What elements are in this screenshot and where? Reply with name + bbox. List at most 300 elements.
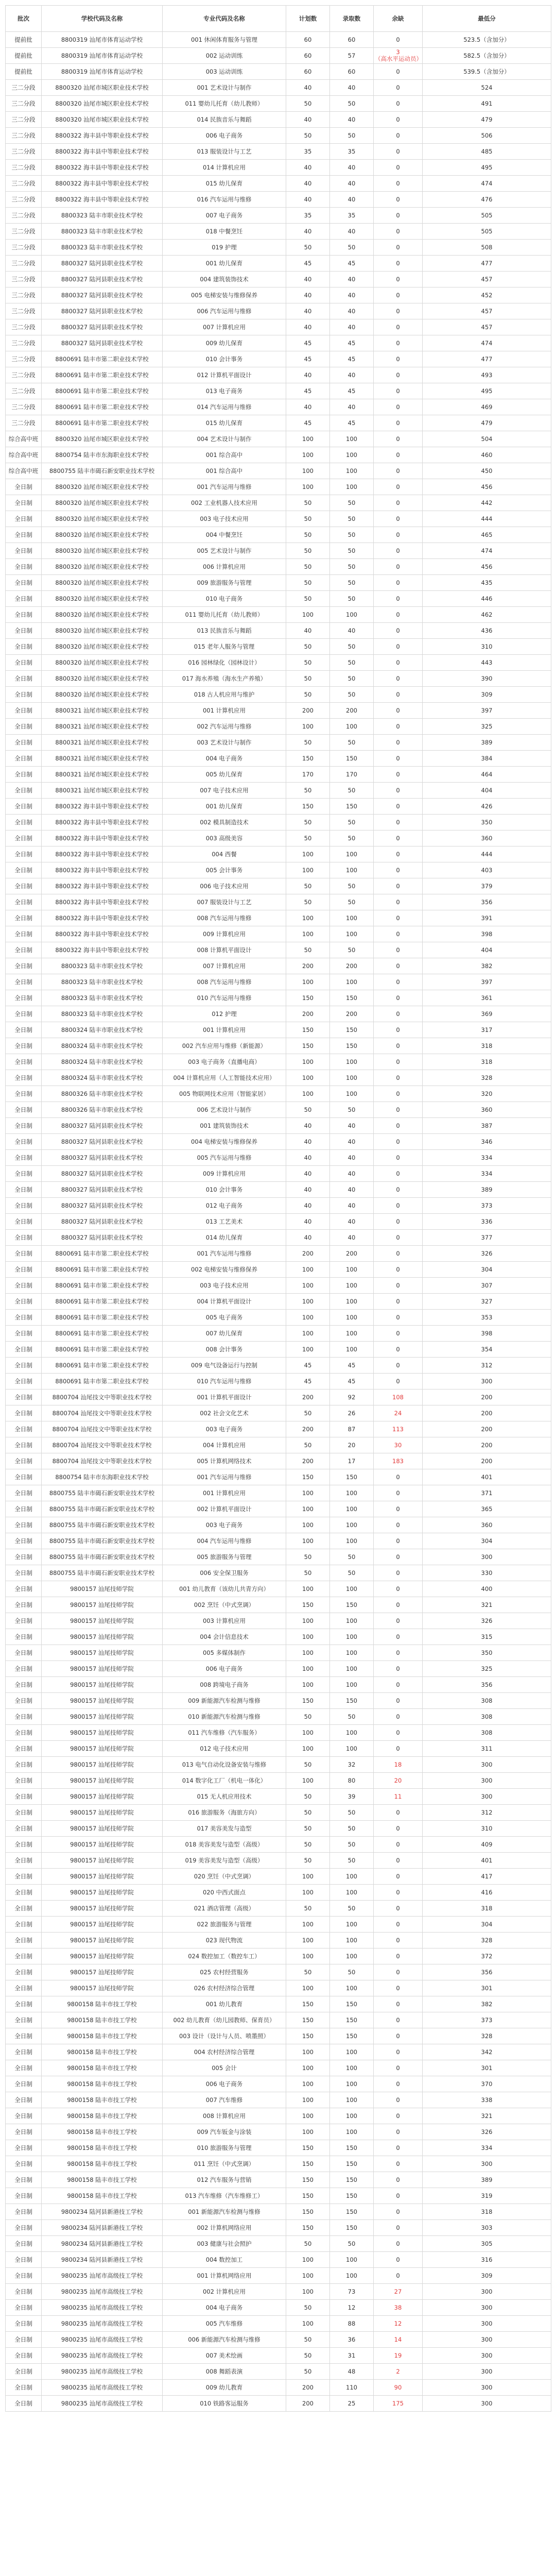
cell-vacancy: 0 [374, 1597, 423, 1613]
cell-vacancy: 0 [374, 527, 423, 543]
cell-vacancy: 0 [374, 2236, 423, 2252]
cell-admitted: 40 [330, 1230, 374, 1246]
cell-vacancy: 0 [374, 639, 423, 655]
cell-admitted: 40 [330, 112, 374, 128]
cell-major: 013 电子商务 [163, 383, 286, 399]
cell-major: 001 幼儿保育 [163, 799, 286, 815]
cell-plan: 100 [286, 1773, 330, 1789]
table-row [6, 1246, 551, 1262]
cell-batch: 全日制 [6, 2204, 42, 2220]
table-row [6, 2092, 551, 2108]
cell-major: 004 计算机平面设计 [163, 1294, 286, 1310]
cell-batch: 全日制 [6, 1485, 42, 1501]
cell-major: 023 现代物流 [163, 1933, 286, 1948]
cell-batch: 全日制 [6, 1262, 42, 1278]
cell-batch: 全日制 [6, 1853, 42, 1869]
cell-plan: 100 [286, 1613, 330, 1629]
table-row [6, 2220, 551, 2236]
cell-vacancy: 0 [374, 1645, 423, 1661]
table-row [6, 878, 551, 894]
cell-vacancy: 0 [374, 1501, 423, 1517]
cell-major: 006 新能源汽车检测与维修 [163, 2332, 286, 2348]
cell-batch: 全日制 [6, 1821, 42, 1837]
table-row [6, 351, 551, 367]
cell-school: 8800754 陆丰市东海职业技术学校 [42, 1469, 163, 1485]
cell-admitted: 88 [330, 2316, 374, 2332]
cell-vacancy: 0 [374, 671, 423, 687]
cell-min-score: 409 [423, 1837, 551, 1853]
cell-plan: 40 [286, 367, 330, 383]
table-row [6, 2236, 551, 2252]
table-row [6, 2044, 551, 2060]
cell-batch: 全日制 [6, 751, 42, 767]
cell-batch: 全日制 [6, 1725, 42, 1741]
cell-min-score: 397 [423, 974, 551, 990]
cell-batch: 全日制 [6, 1198, 42, 1214]
table-row [6, 751, 551, 767]
table-row [6, 974, 551, 990]
cell-admitted: 150 [330, 1022, 374, 1038]
table-row [6, 2364, 551, 2380]
cell-admitted: 100 [330, 2124, 374, 2140]
cell-vacancy: 18 [374, 1757, 423, 1773]
cell-vacancy: 0 [374, 367, 423, 383]
cell-admitted: 40 [330, 1166, 374, 1182]
cell-vacancy: 0 [374, 990, 423, 1006]
cell-vacancy: 0 [374, 1278, 423, 1294]
cell-batch: 全日制 [6, 974, 42, 990]
cell-major: 007 服装设计与工艺 [163, 894, 286, 910]
cell-plan: 100 [286, 1517, 330, 1533]
cell-major: 008 舞蹈表演 [163, 2364, 286, 2380]
table-row [6, 1565, 551, 1581]
cell-plan: 100 [286, 1885, 330, 1901]
cell-plan: 50 [286, 495, 330, 511]
cell-vacancy: 0 [374, 1517, 423, 1533]
cell-vacancy: 0 [374, 703, 423, 719]
cell-plan: 50 [286, 815, 330, 831]
cell-vacancy: 0 [374, 1294, 423, 1310]
cell-plan: 100 [286, 1086, 330, 1102]
cell-batch: 全日制 [6, 495, 42, 511]
table-row [6, 1230, 551, 1246]
cell-batch: 全日制 [6, 1166, 42, 1182]
cell-batch: 全日制 [6, 1453, 42, 1469]
cell-min-score: 310 [423, 1821, 551, 1837]
table-row [6, 2332, 551, 2348]
cell-plan: 50 [286, 1805, 330, 1821]
cell-vacancy: 0 [374, 2092, 423, 2108]
cell-vacancy: 0 [374, 1661, 423, 1677]
cell-admitted: 50 [330, 1549, 374, 1565]
cell-admitted: 45 [330, 351, 374, 367]
cell-admitted: 50 [330, 639, 374, 655]
cell-school: 8800327 陆河县职业技术学校 [42, 303, 163, 319]
cell-school: 8800327 陆河县职业技术学校 [42, 1230, 163, 1246]
cell-batch: 全日制 [6, 1549, 42, 1565]
table-row [6, 639, 551, 655]
cell-min-score: 200 [423, 1437, 551, 1453]
cell-school: 9800158 陆丰市技工学校 [42, 2092, 163, 2108]
cell-major: 004 会计信息技术 [163, 1629, 286, 1645]
cell-batch: 三二分段 [6, 176, 42, 192]
cell-major: 002 电梯安装与维修保养 [163, 1262, 286, 1278]
cell-admitted: 40 [330, 287, 374, 303]
cell-batch: 全日制 [6, 958, 42, 974]
cell-plan: 100 [286, 1869, 330, 1885]
cell-major: 010 汽车运用与维修 [163, 990, 286, 1006]
cell-batch: 全日制 [6, 719, 42, 735]
cell-vacancy: 0 [374, 1006, 423, 1022]
cell-school: 9800157 汕尾技师学院 [42, 1980, 163, 1996]
header-plan: 计划数 [286, 6, 330, 32]
cell-batch: 全日制 [6, 671, 42, 687]
table-row [6, 511, 551, 527]
table-row [6, 623, 551, 639]
cell-school: 8800320 汕尾市城区职业技术学校 [42, 639, 163, 655]
cell-min-score: 504 [423, 431, 551, 447]
table-row [6, 1581, 551, 1597]
cell-school: 9800158 陆丰市技工学校 [42, 2076, 163, 2092]
cell-admitted: 100 [330, 479, 374, 495]
cell-admitted: 32 [330, 1757, 374, 1773]
cell-vacancy: 0 [374, 1677, 423, 1693]
cell-plan: 200 [286, 958, 330, 974]
cell-min-score: 312 [423, 1358, 551, 1374]
cell-batch: 全日制 [6, 1006, 42, 1022]
table-row [6, 671, 551, 687]
cell-batch: 全日制 [6, 2108, 42, 2124]
cell-plan: 50 [286, 942, 330, 958]
cell-batch: 全日制 [6, 591, 42, 607]
cell-min-score: 384 [423, 751, 551, 767]
cell-vacancy: 0 [374, 1629, 423, 1645]
cell-batch: 全日制 [6, 527, 42, 543]
cell-school: 9800234 陆河县新港技工学校 [42, 2252, 163, 2268]
cell-batch: 全日制 [6, 1565, 42, 1581]
table-row [6, 767, 551, 783]
cell-admitted: 100 [330, 1677, 374, 1693]
cell-vacancy: 24 [374, 1405, 423, 1421]
cell-plan: 60 [286, 64, 330, 80]
cell-major: 001 综合高中 [163, 447, 286, 463]
cell-vacancy: 0 [374, 751, 423, 767]
cell-min-score: 307 [423, 1278, 551, 1294]
cell-batch: 全日制 [6, 1757, 42, 1773]
table-row [6, 1501, 551, 1517]
cell-min-score: 462 [423, 607, 551, 623]
cell-plan: 50 [286, 1565, 330, 1581]
cell-admitted: 73 [330, 2284, 374, 2300]
cell-school: 8800319 汕尾市体育运动学校 [42, 48, 163, 64]
table-row [6, 1118, 551, 1134]
cell-min-score: 389 [423, 1182, 551, 1198]
cell-plan: 100 [286, 974, 330, 990]
cell-vacancy: 20 [374, 1773, 423, 1789]
cell-major: 010 汽车运用与维修 [163, 1374, 286, 1389]
cell-major: 005 电子商务 [163, 1310, 286, 1326]
cell-min-score: 456 [423, 479, 551, 495]
cell-min-score: 443 [423, 655, 551, 671]
cell-plan: 100 [286, 2076, 330, 2092]
cell-school: 9800157 汕尾技师学院 [42, 1933, 163, 1948]
cell-batch: 全日制 [6, 559, 42, 575]
cell-min-score: 401 [423, 1853, 551, 1869]
cell-admitted: 150 [330, 799, 374, 815]
cell-min-score: 474 [423, 335, 551, 351]
cell-min-score: 401 [423, 1469, 551, 1485]
cell-vacancy: 183 [374, 1453, 423, 1469]
table-row [6, 1885, 551, 1901]
cell-batch: 三二分段 [6, 128, 42, 144]
cell-admitted: 100 [330, 1980, 374, 1996]
table-row [6, 2348, 551, 2364]
cell-min-score: 317 [423, 1022, 551, 1038]
cell-admitted: 100 [330, 431, 374, 447]
cell-min-score: 334 [423, 1166, 551, 1182]
cell-vacancy: 0 [374, 1805, 423, 1821]
cell-major: 014 计算机应用 [163, 160, 286, 176]
cell-school: 8800321 汕尾市城区职业技术学校 [42, 735, 163, 751]
cell-plan: 45 [286, 1374, 330, 1389]
cell-admitted: 50 [330, 1805, 374, 1821]
table-row [6, 2380, 551, 2396]
cell-major: 025 农村经营服务 [163, 1964, 286, 1980]
cell-admitted: 40 [330, 224, 374, 240]
table-row [6, 1773, 551, 1789]
cell-batch: 全日制 [6, 1070, 42, 1086]
table-row [6, 926, 551, 942]
cell-admitted: 100 [330, 1917, 374, 1933]
cell-plan: 200 [286, 703, 330, 719]
cell-admitted: 50 [330, 655, 374, 671]
cell-major: 005 艺术设计与制作 [163, 543, 286, 559]
cell-batch: 全日制 [6, 1980, 42, 1996]
table-row [6, 2140, 551, 2156]
cell-school: 9800157 汕尾技师学院 [42, 1613, 163, 1629]
cell-plan: 100 [286, 1054, 330, 1070]
cell-school: 9800234 陆河县新港技工学校 [42, 2236, 163, 2252]
cell-major: 008 会计事务 [163, 1342, 286, 1358]
cell-plan: 100 [286, 1629, 330, 1645]
cell-plan: 45 [286, 335, 330, 351]
cell-vacancy: 0 [374, 1469, 423, 1485]
cell-vacancy: 0 [374, 1980, 423, 1996]
cell-batch: 三二分段 [6, 240, 42, 256]
cell-min-score: 200 [423, 1453, 551, 1469]
header-school: 学校代码及名称 [42, 6, 163, 32]
cell-admitted: 50 [330, 2236, 374, 2252]
table-row [6, 287, 551, 303]
cell-vacancy: 0 [374, 1933, 423, 1948]
cell-min-score: 318 [423, 1901, 551, 1917]
cell-min-score: 446 [423, 591, 551, 607]
cell-school: 9800158 陆丰市技工学校 [42, 2188, 163, 2204]
cell-plan: 50 [286, 2364, 330, 2380]
table-row [6, 1102, 551, 1118]
table-row [6, 479, 551, 495]
cell-plan: 100 [286, 1725, 330, 1741]
cell-min-score: 300 [423, 1789, 551, 1805]
cell-batch: 全日制 [6, 2220, 42, 2236]
cell-min-score: 523.5（含加分） [423, 32, 551, 48]
cell-admitted: 50 [330, 687, 374, 703]
cell-batch: 全日制 [6, 607, 42, 623]
cell-vacancy: 0 [374, 351, 423, 367]
cell-batch: 全日制 [6, 1517, 42, 1533]
table-row [6, 719, 551, 735]
cell-major: 004 计算机应用 [163, 1437, 286, 1453]
cell-school: 8800324 陆丰市职业技术学校 [42, 1054, 163, 1070]
cell-batch: 全日制 [6, 1837, 42, 1853]
cell-vacancy: 0 [374, 303, 423, 319]
table-row [6, 1278, 551, 1294]
cell-min-score: 444 [423, 511, 551, 527]
cell-vacancy: 0 [374, 1166, 423, 1182]
table-row [6, 32, 551, 48]
table-header [6, 6, 551, 32]
cell-vacancy: 0 [374, 2188, 423, 2204]
cell-major: 015 幼儿保育 [163, 176, 286, 192]
cell-school: 8800704 汕尾技文中等职业技术学校 [42, 1421, 163, 1437]
cell-major: 014 数字化工厂（机电一体化） [163, 1773, 286, 1789]
cell-vacancy: 0 [374, 1948, 423, 1964]
cell-admitted: 50 [330, 1837, 374, 1853]
cell-admitted: 26 [330, 1405, 374, 1421]
cell-admitted: 50 [330, 240, 374, 256]
cell-plan: 40 [286, 112, 330, 128]
cell-admitted: 50 [330, 591, 374, 607]
cell-major: 010 新能源汽车检测与维修 [163, 1709, 286, 1725]
cell-batch: 全日制 [6, 815, 42, 831]
cell-batch: 全日制 [6, 1437, 42, 1453]
cell-school: 8800704 汕尾技文中等职业技术学校 [42, 1437, 163, 1453]
cell-batch: 综合高中班 [6, 447, 42, 463]
cell-school: 8800326 陆丰市职业技术学校 [42, 1086, 163, 1102]
cell-batch: 全日制 [6, 1038, 42, 1054]
cell-admitted: 40 [330, 80, 374, 96]
cell-plan: 170 [286, 767, 330, 783]
table-row [6, 862, 551, 878]
cell-vacancy: 0 [374, 846, 423, 862]
cell-batch: 全日制 [6, 1326, 42, 1342]
cell-vacancy: 0 [374, 1581, 423, 1597]
cell-admitted: 100 [330, 1517, 374, 1533]
cell-school: 9800158 陆丰市技工学校 [42, 2156, 163, 2172]
table-row [6, 799, 551, 815]
cell-admitted: 150 [330, 1469, 374, 1485]
cell-plan: 100 [286, 1677, 330, 1693]
table-row [6, 1389, 551, 1405]
cell-vacancy: 0 [374, 735, 423, 751]
cell-min-score: 309 [423, 2268, 551, 2284]
cell-school: 8800691 陆丰市第二职业技术学校 [42, 1326, 163, 1342]
cell-major: 001 计算机应用 [163, 703, 286, 719]
cell-school: 9800235 汕尾市高级技工学校 [42, 2348, 163, 2364]
cell-major: 005 幼儿保育 [163, 767, 286, 783]
cell-min-score: 469 [423, 399, 551, 415]
cell-admitted: 100 [330, 1948, 374, 1964]
table-row [6, 607, 551, 623]
cell-plan: 50 [286, 671, 330, 687]
cell-admitted: 36 [330, 2332, 374, 2348]
cell-plan: 50 [286, 1901, 330, 1917]
cell-vacancy: 0 [374, 926, 423, 942]
cell-plan: 40 [286, 1230, 330, 1246]
cell-school: 8800322 海丰县中等职业技术学校 [42, 894, 163, 910]
cell-admitted: 100 [330, 862, 374, 878]
cell-min-score: 200 [423, 1405, 551, 1421]
cell-plan: 50 [286, 128, 330, 144]
cell-batch: 三二分段 [6, 272, 42, 287]
cell-school: 8800324 陆丰市职业技术学校 [42, 1038, 163, 1054]
table-row [6, 1964, 551, 1980]
table-row [6, 1086, 551, 1102]
cell-major: 004 汽车运用与维修 [163, 1533, 286, 1549]
cell-plan: 45 [286, 351, 330, 367]
cell-plan: 50 [286, 783, 330, 799]
table-row [6, 383, 551, 399]
cell-plan: 150 [286, 1022, 330, 1038]
cell-batch: 三二分段 [6, 144, 42, 160]
cell-batch: 三二分段 [6, 80, 42, 96]
table-row [6, 256, 551, 272]
cell-vacancy: 0 [374, 1230, 423, 1246]
cell-min-score: 336 [423, 1214, 551, 1230]
cell-min-score: 508 [423, 240, 551, 256]
cell-vacancy: 0 [374, 383, 423, 399]
cell-plan: 60 [286, 32, 330, 48]
table-row [6, 2124, 551, 2140]
table-row [6, 1933, 551, 1948]
cell-batch: 全日制 [6, 910, 42, 926]
cell-admitted: 100 [330, 719, 374, 735]
table-row [6, 1453, 551, 1469]
cell-major: 007 计算机应用 [163, 319, 286, 335]
table-row [6, 2252, 551, 2268]
cell-min-score: 369 [423, 1006, 551, 1022]
cell-min-score: 200 [423, 1421, 551, 1437]
cell-plan: 40 [286, 1166, 330, 1182]
cell-school: 8800755 陆丰市碣石新安职业技术学校 [42, 1517, 163, 1533]
cell-admitted: 100 [330, 463, 374, 479]
cell-school: 8800326 陆丰市职业技术学校 [42, 1102, 163, 1118]
cell-min-score: 456 [423, 559, 551, 575]
table-row [6, 1901, 551, 1917]
header-major: 专业代码及名称 [163, 6, 286, 32]
cell-batch: 全日制 [6, 1214, 42, 1230]
cell-plan: 100 [286, 1645, 330, 1661]
cell-admitted: 100 [330, 2268, 374, 2284]
cell-plan: 150 [286, 2012, 330, 2028]
cell-vacancy: 0 [374, 431, 423, 447]
cell-vacancy: 0 [374, 415, 423, 431]
cell-school: 8800320 汕尾市城区职业技术学校 [42, 495, 163, 511]
cell-admitted: 40 [330, 1214, 374, 1230]
table-row [6, 128, 551, 144]
cell-plan: 40 [286, 160, 330, 176]
cell-admitted: 45 [330, 415, 374, 431]
table-row [6, 655, 551, 671]
table-row [6, 272, 551, 287]
cell-min-score: 382 [423, 1996, 551, 2012]
cell-vacancy: 0 [374, 1150, 423, 1166]
table-row [6, 815, 551, 831]
cell-vacancy: 0 [374, 1374, 423, 1389]
cell-plan: 100 [286, 2284, 330, 2300]
cell-batch: 综合高中班 [6, 431, 42, 447]
table-row [6, 1645, 551, 1661]
